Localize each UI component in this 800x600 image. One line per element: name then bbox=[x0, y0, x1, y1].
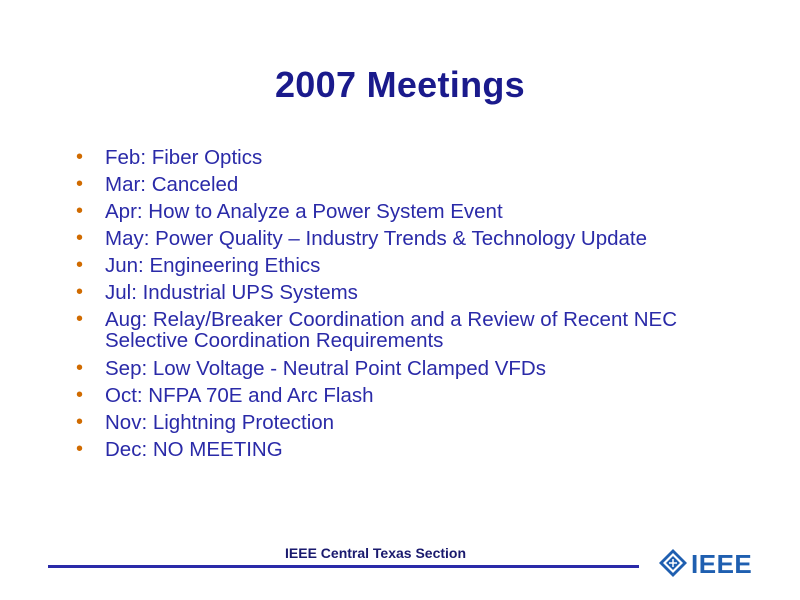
bullet-icon: • bbox=[76, 281, 84, 303]
list-item bbox=[72, 282, 762, 303]
bullet-icon: • bbox=[76, 411, 84, 433]
meeting-text: Mar: Canceled bbox=[105, 173, 239, 196]
bullet-icon: • bbox=[76, 146, 84, 168]
list-item bbox=[72, 309, 762, 351]
bullet-icon: • bbox=[76, 357, 84, 379]
bullet-icon: • bbox=[76, 200, 84, 222]
list-item bbox=[72, 412, 762, 433]
ieee-logo bbox=[658, 547, 753, 581]
meeting-text: Jun: Engineering Ethics bbox=[105, 254, 321, 277]
meeting-list bbox=[72, 147, 762, 466]
meeting-text: Sep: Low Voltage - Neutral Point Clamped VFDs bbox=[105, 357, 546, 380]
bullet-icon: • bbox=[76, 384, 84, 406]
meeting-text: Nov: Lightning Protection bbox=[105, 411, 335, 434]
list-item bbox=[72, 385, 762, 406]
list-item bbox=[72, 201, 762, 222]
meeting-text: Apr: How to Analyze a Power System Event bbox=[105, 200, 503, 223]
meeting-text: Dec: NO MEETING bbox=[105, 438, 283, 461]
bullet-icon: • bbox=[76, 438, 84, 460]
meeting-text: Oct: NFPA 70E and Arc Flash bbox=[105, 384, 374, 407]
list-item bbox=[72, 174, 762, 195]
list-item bbox=[72, 255, 762, 276]
slide-title: 2007 Meetings bbox=[274, 64, 525, 105]
meeting-text: Aug: Relay/Breaker Coordination and a Review of Recent NEC Selective Coordination Requirements bbox=[105, 308, 678, 352]
list-item bbox=[72, 147, 762, 168]
list-item bbox=[72, 358, 762, 379]
meeting-text: Jul: Industrial UPS Systems bbox=[105, 281, 358, 304]
footer-section-name: IEEE Central Texas Section bbox=[285, 545, 467, 561]
meeting-text: May: Power Quality – Industry Trends & Technology Update bbox=[105, 227, 648, 250]
meeting-text: Feb: Fiber Optics bbox=[105, 146, 263, 169]
list-item bbox=[72, 439, 762, 460]
ieee-diamond-icon bbox=[658, 548, 688, 578]
bullet-icon: • bbox=[76, 173, 84, 195]
bullet-icon: • bbox=[76, 308, 84, 330]
bullet-icon: • bbox=[76, 254, 84, 276]
list-item bbox=[72, 228, 762, 249]
bullet-icon: • bbox=[76, 227, 84, 249]
logo-text: IEEE bbox=[691, 549, 753, 579]
footer-divider bbox=[48, 565, 639, 568]
